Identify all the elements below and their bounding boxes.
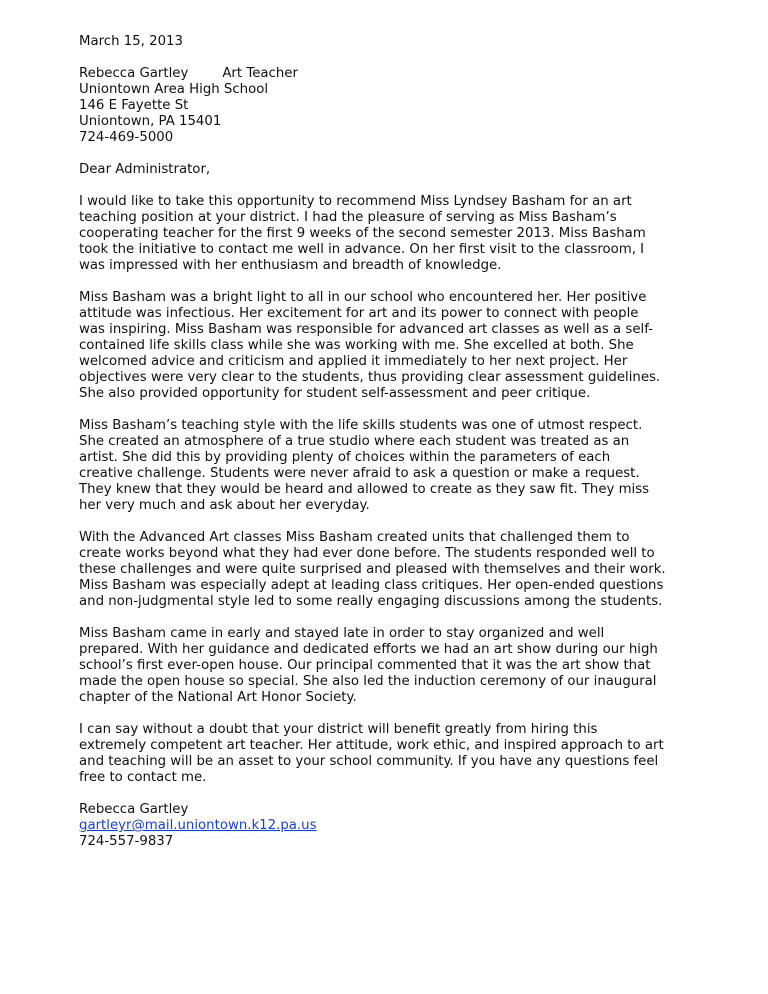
body-line: made the open house so special. She also led the induction ceremony of our inaugural [79,674,657,689]
body-line: With the Advanced Art classes Miss Basham created units that challenged them to [79,530,630,545]
sender-city: Uniontown, PA 15401 [79,114,222,129]
body-line: prepared. With her guidance and dedicated efforts we had an art show during our high [79,642,658,657]
body-line: Miss Basham’s teaching style with the life skills students was one of utmost respect. [79,418,643,433]
signature-block [79,802,699,850]
body-line: Miss Basham was a bright light to all in our school who encountered her. Her positive [79,290,647,305]
body-line: school’s first ever-open house. Our principal commented that it was the art show that [79,658,651,673]
sender-school: Uniontown Area High School [79,82,269,97]
spacer [79,146,699,162]
spacer [79,706,699,722]
body-line: artist. She did this by providing plenty of choices within the parameters of each [79,450,611,465]
body-line: attitude was infectious. Her excitement for art and its power to connect with people [79,306,639,321]
spacer [79,178,699,194]
paragraph-3 [79,418,699,514]
body-line: They knew that they would be heard and allowed to create as they saw fit. They miss [79,482,650,497]
sender-address-block [79,66,699,146]
signature-name: Rebecca Gartley [79,802,189,817]
body-line: these challenges and were quite surprised and pleased with themselves and their work. [79,562,666,577]
body-line: Miss Basham came in early and stayed late in order to stay organized and well [79,626,605,641]
salutation: Dear Administrator, [79,162,211,177]
body-line: chapter of the National Art Honor Society. [79,690,357,705]
body-line: her very much and ask about her everyday. [79,498,370,513]
body-line: I can say without a doubt that your district will benefit greatly from hiring this [79,722,598,737]
sender-name: Rebecca Gartley [79,66,189,81]
body-line: took the initiative to contact me well in advance. On her first visit to the classroom, I [79,242,645,257]
body-line: was inspiring. Miss Basham was responsible for advanced art classes as well as a self- [79,322,653,337]
body-line: cooperating teacher for the first 9 weeks of the second semester 2013. Miss Basham [79,226,646,241]
sender-street: 146 E Fayette St [79,98,189,113]
body-line: welcomed advice and criticism and applied it immediately to her next project. Her [79,354,628,369]
paragraph-1 [79,194,699,274]
body-line: I would like to take this opportunity to recommend Miss Lyndsey Basham for an art [79,194,632,209]
body-line: objectives were very clear to the students, thus providing clear assessment guidelines. [79,370,661,385]
body-line: Miss Basham was especially adept at leading class critiques. Her open-ended questions [79,578,664,593]
signature-email-link[interactable]: gartleyr@mail.uniontown.k12.pa.us [79,818,317,833]
sender-title: Art Teacher [222,66,298,81]
body-line: She also provided opportunity for student self-assessment and peer critique. [79,386,591,401]
body-line: was impressed with her enthusiasm and breadth of knowledge. [79,258,502,273]
letter-date: March 15, 2013 [79,34,183,49]
spacer [79,402,699,418]
body-line: teaching position at your district. I had the pleasure of serving as Miss Basham’s [79,210,617,225]
body-line: create works beyond what they had ever done before. The students responded well to [79,546,655,561]
spacer [79,274,699,290]
spacer [79,786,699,802]
body-line: creative challenge. Students were never afraid to ask a question or make a request. [79,466,640,481]
body-line: contained life skills class while she was working with me. She excelled at both. She [79,338,634,353]
spacer [79,610,699,626]
sender-phone: 724-469-5000 [79,130,174,145]
sender-name-title-line [79,66,699,82]
body-line: extremely competent art teacher. Her attitude, work ethic, and inspired approach to art [79,738,664,753]
body-line: and non-judgmental style led to some really engaging discussions among the students. [79,594,663,609]
paragraph-5 [79,626,699,706]
body-line: She created an atmosphere of a true studio where each student was treated as an [79,434,630,449]
body-line: free to contact me. [79,770,207,785]
paragraph-4 [79,530,699,610]
spacer [79,50,699,66]
spacer [79,514,699,530]
paragraph-6 [79,722,699,786]
paragraph-2 [79,290,699,402]
body-line: and teaching will be an asset to your school community. If you have any questions feel [79,754,659,769]
letter-page [79,34,699,850]
signature-phone: 724-557-9837 [79,834,174,849]
